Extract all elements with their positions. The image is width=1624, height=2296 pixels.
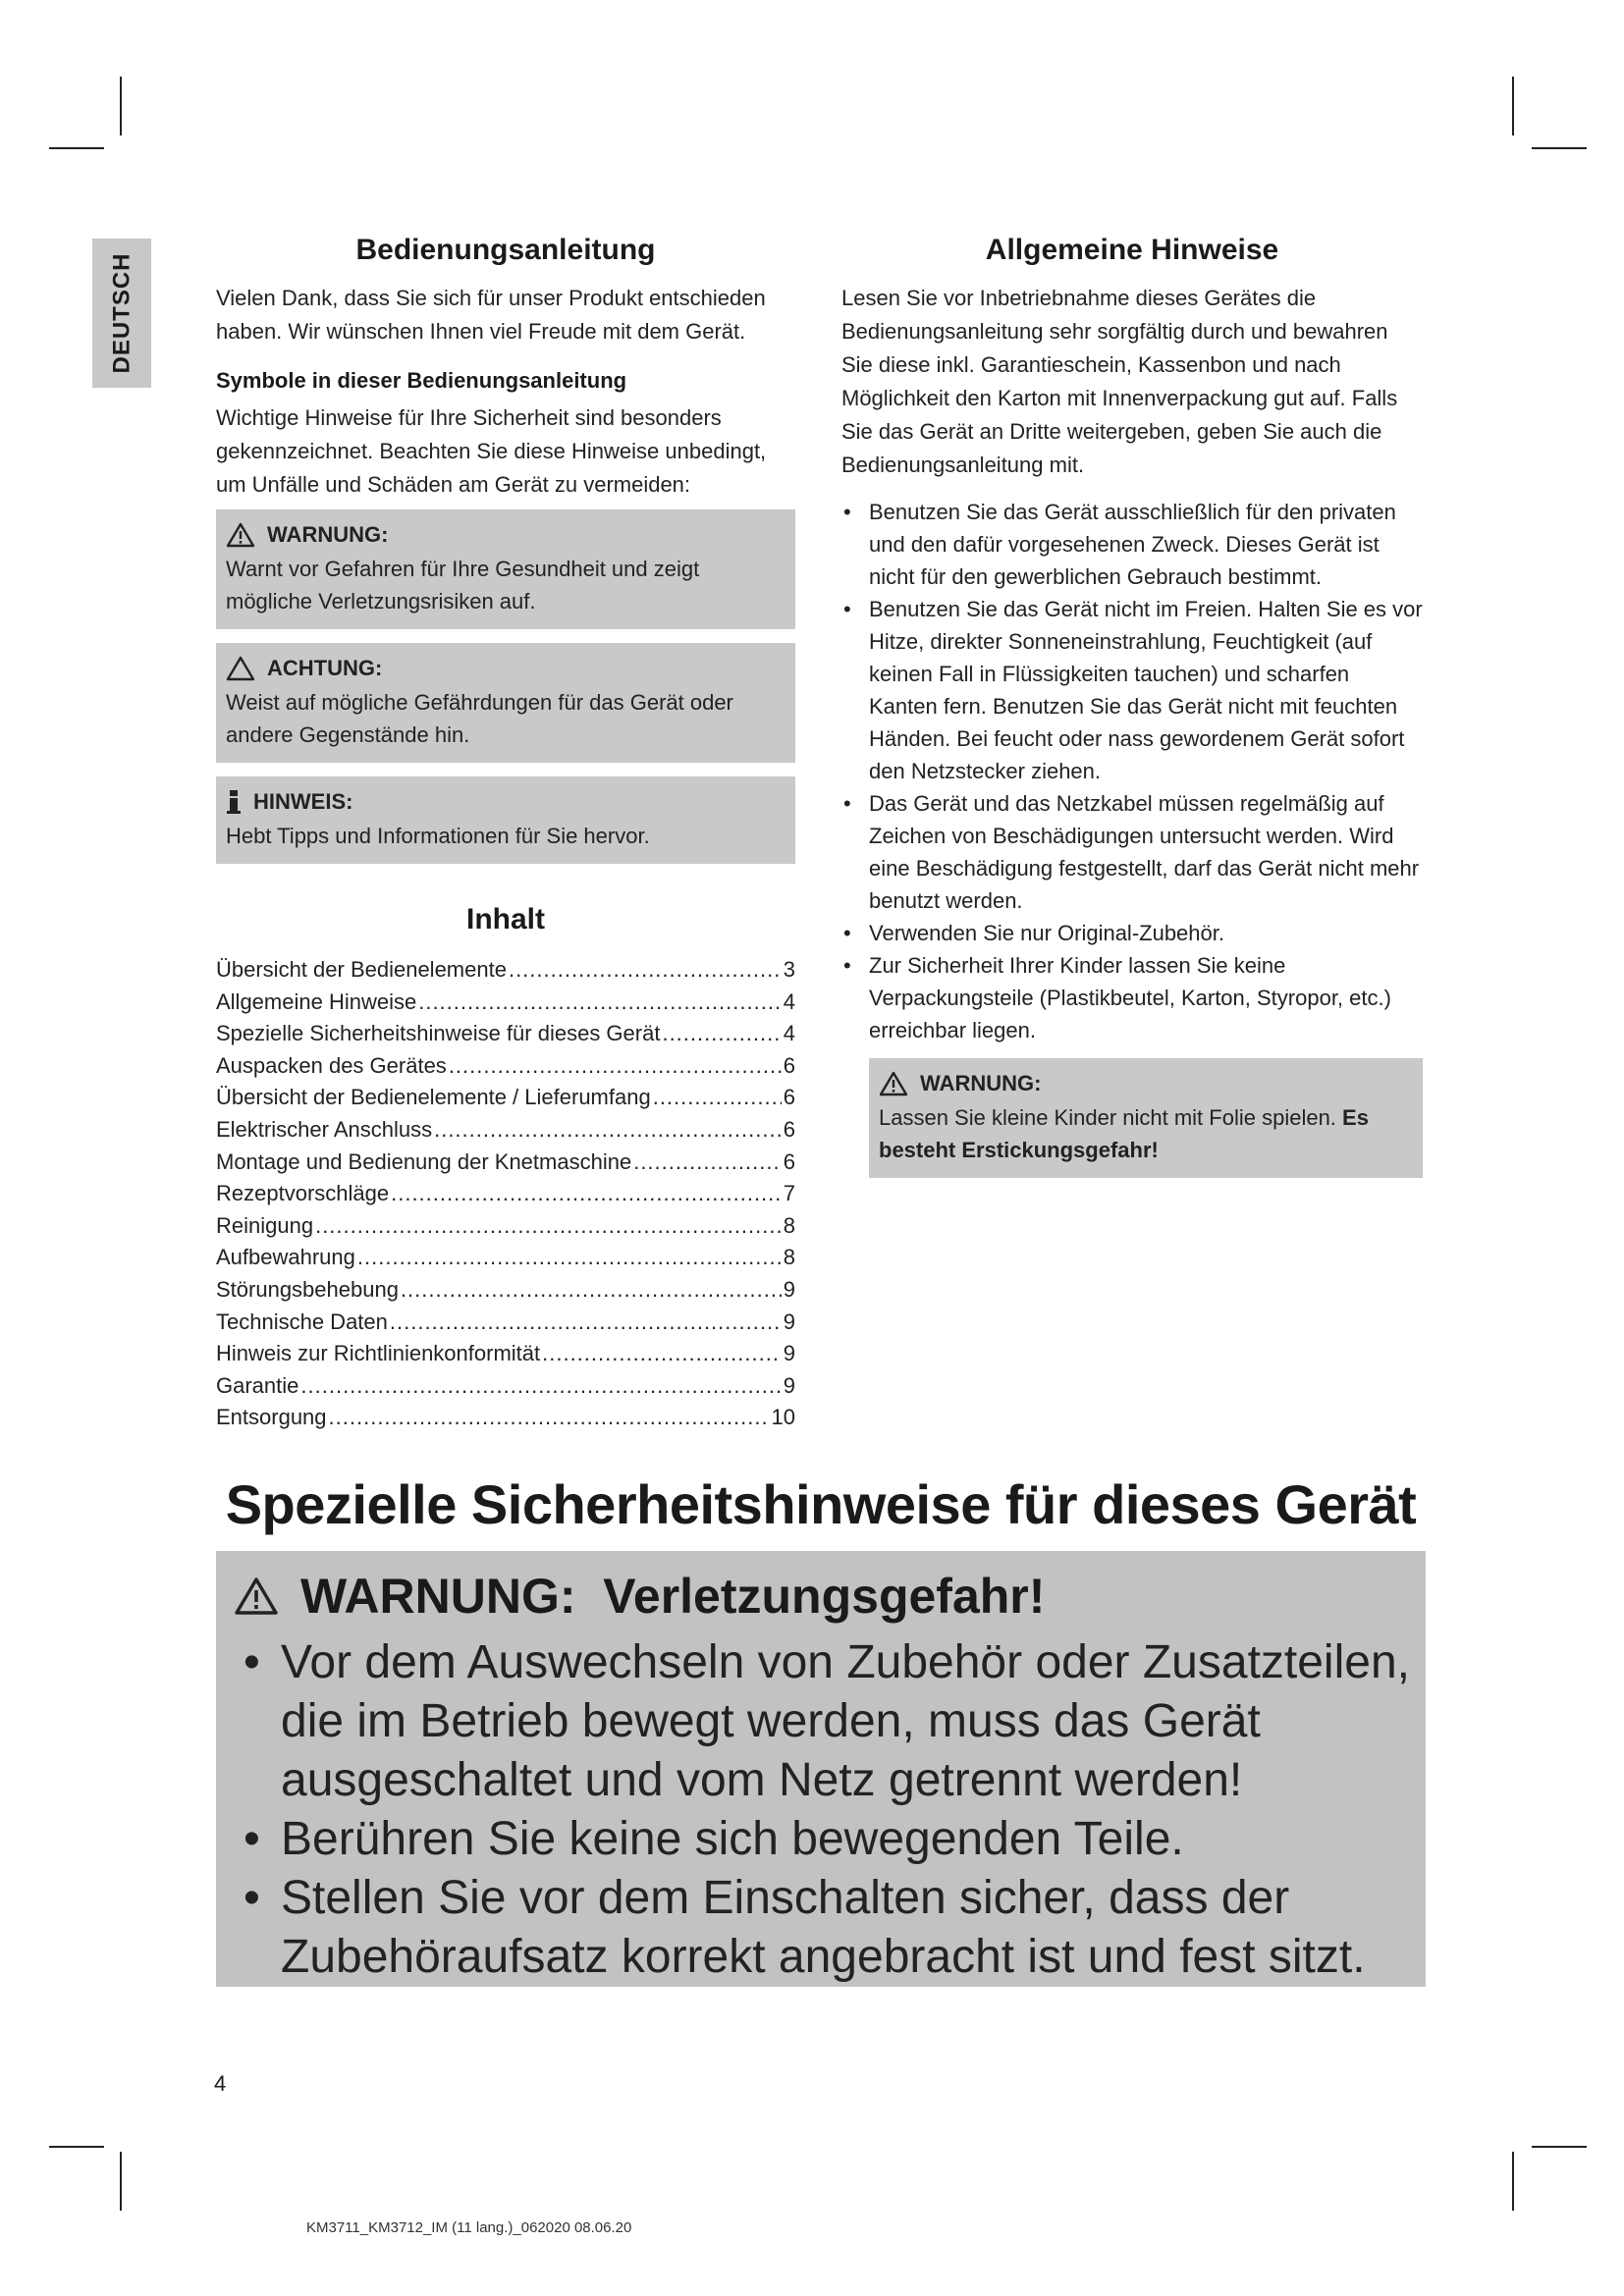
toc-entry[interactable]: Übersicht der Bedienelemente ..... 3 bbox=[216, 954, 795, 987]
language-tab bbox=[92, 239, 151, 388]
children-warning-emphasis: Es besteht Erstickungsgefahr! bbox=[879, 1105, 1369, 1162]
list-item: • Vor dem Auswechseln von Zubehör oder Zusatzteilen, die im Betrieb bewegt werden, muss das Gerät ausgeschaltet und vom Netz getrennt werden! bbox=[230, 1633, 1412, 1810]
caution-notice-title: ACHTUNG: bbox=[267, 656, 383, 680]
list-item: • Verwenden Sie nur Original-Zubehör. bbox=[841, 917, 1423, 949]
toc-entry[interactable]: Übersicht der Bedienelemente / Lieferumfang ..... 6 bbox=[216, 1082, 795, 1114]
left-column bbox=[216, 234, 795, 1434]
list-item: • Stellen Sie vor dem Einschalten sicher, dass der Zubehöraufsatz korrekt angebracht ist und fest sitzt. bbox=[230, 1869, 1412, 1987]
children-warning-title: WARNUNG: bbox=[920, 1071, 1042, 1095]
crop-mark bbox=[1512, 2152, 1514, 2211]
toc-entry[interactable]: Aufbewahrung ..... 8 bbox=[216, 1242, 795, 1274]
special-warning-title: WARNUNG: Verletzungsgefahr! bbox=[300, 1569, 1046, 1624]
table-of-contents bbox=[216, 954, 795, 1434]
caution-notice-text: Weist auf mögliche Gefährdungen für das Gerät oder andere Gegenstände hin. bbox=[226, 690, 733, 747]
warning-triangle-icon bbox=[226, 522, 255, 548]
toc-entry[interactable]: Garantie ..... 9 bbox=[216, 1370, 795, 1403]
general-notes-intro: Lesen Sie vor Inbetriebnahme dieses Gerätes die Bedienungsanleitung sehr sorgfältig durch und bewahren Sie diese inkl. Garantieschein, Kassenbon und nach Möglichkeit den Karton mit Innenverpackung gut auf. Falls Sie das Gerät an Dritte weitergeben, geben Sie auch die Bedienungsanleitung mit. bbox=[841, 286, 1398, 477]
special-safety-warning-box bbox=[216, 1551, 1426, 1987]
toc-entry[interactable]: Allgemeine Hinweise ..... 4 bbox=[216, 987, 795, 1019]
crop-mark bbox=[49, 2146, 104, 2148]
toc-entry[interactable]: Auspacken des Gerätes ..... 6 bbox=[216, 1050, 795, 1083]
list-item: • Benutzen Sie das Gerät ausschließlich für den privaten und den dafür vorgesehenen Zweck. Dieses Gerät ist nicht für den gewerblichen Gebrauch bestimmt. bbox=[841, 496, 1423, 593]
warning-triangle-icon bbox=[234, 1576, 279, 1616]
toc-entry[interactable]: Technische Daten ..... 9 bbox=[216, 1307, 795, 1339]
toc-entry[interactable]: Spezielle Sicherheitshinweise für dieses Gerät ..... 4 bbox=[216, 1018, 795, 1050]
footer-document-code: KM3711_KM3712_IM (11 lang.)_062020 08.06.20 bbox=[306, 2219, 632, 2236]
crop-mark bbox=[1512, 77, 1514, 135]
toc-entry[interactable]: Montage und Bedienung der Knetmaschine ..... 6 bbox=[216, 1147, 795, 1179]
toc-entry[interactable]: Störungsbehebung ..... 9 bbox=[216, 1274, 795, 1307]
general-notes-list bbox=[841, 496, 1423, 1046]
toc-entry[interactable]: Rezeptvorschläge ..... 7 bbox=[216, 1178, 795, 1210]
children-warning-text: Lassen Sie kleine Kinder nicht mit Folie spielen. bbox=[879, 1105, 1336, 1130]
intro-text: Vielen Dank, dass Sie sich für unser Produkt entschieden haben. Wir wünschen Ihnen viel Freude mit dem Gerät. bbox=[216, 286, 766, 344]
list-item: • Benutzen Sie das Gerät nicht im Freien. Halten Sie es vor Hitze, direkter Sonneneinstrahlung, Feuchtigkeit (auf keinen Fall in Flüssigkeiten tauchen) und scharfen Kanten fern. Benutzen Sie das Gerät nicht mit feuchten Händen. Bei feucht oder nass gewordenem Gerät sofort den Netzstecker ziehen. bbox=[841, 593, 1423, 787]
children-warning-notice bbox=[869, 1058, 1423, 1178]
crop-mark bbox=[1532, 2146, 1587, 2148]
right-column bbox=[841, 234, 1423, 1192]
toc-entry[interactable]: Reinigung ..... 8 bbox=[216, 1210, 795, 1243]
warning-notice-title: WARNUNG: bbox=[267, 522, 389, 547]
crop-mark bbox=[120, 77, 122, 135]
general-notes-title: Allgemeine Hinweise bbox=[985, 234, 1279, 266]
toc-entry[interactable]: Hinweis zur Richtlinienkonformität ..... 9 bbox=[216, 1338, 795, 1370]
info-notice bbox=[216, 776, 795, 864]
symbols-heading: Symbole in dieser Bedienungsanleitung bbox=[216, 368, 627, 393]
list-item: • Das Gerät und das Netzkabel müssen regelmäßig auf Zeichen von Beschädigungen untersucht werden. Wird eine Beschädigung festgestellt, darf das Gerät nicht mehr benutzt werden. bbox=[841, 787, 1423, 917]
warning-notice-text: Warnt vor Gefahren für Ihre Gesundheit und zeigt mögliche Verletzungsrisiken auf. bbox=[226, 557, 700, 614]
language-tab-label: DEUTSCH bbox=[108, 252, 135, 374]
manual-title: Bedienungsanleitung bbox=[355, 234, 656, 266]
symbols-text: Wichtige Hinweise für Ihre Sicherheit sind besonders gekennzeichnet. Beachten Sie diese Hinweise unbedingt, um Unfälle und Schäden am Gerät zu vermeiden: bbox=[216, 405, 767, 497]
crop-mark bbox=[120, 2152, 122, 2211]
toc-entry[interactable]: Entsorgung ..... 10 bbox=[216, 1402, 795, 1434]
warning-notice bbox=[216, 509, 795, 629]
list-item: • Berühren Sie keine sich bewegenden Teile. bbox=[230, 1810, 1412, 1869]
special-safety-title: Spezielle Sicherheitshinweise für dieses Gerät bbox=[225, 1473, 1417, 1535]
crop-mark bbox=[49, 147, 104, 149]
warning-triangle-icon bbox=[879, 1071, 908, 1096]
info-notice-text: Hebt Tipps und Informationen für Sie hervor. bbox=[226, 824, 650, 848]
list-item: • Zur Sicherheit Ihrer Kinder lassen Sie keine Verpackungsteile (Plastikbeutel, Karton, Styropor, etc.) erreichbar liegen. bbox=[841, 949, 1423, 1046]
page-number: 4 bbox=[214, 2071, 227, 2096]
caution-triangle-icon bbox=[226, 656, 255, 681]
crop-mark bbox=[1532, 147, 1587, 149]
toc-entry[interactable]: Elektrischer Anschluss ..... 6 bbox=[216, 1114, 795, 1147]
special-warning-list bbox=[230, 1633, 1412, 1987]
caution-notice bbox=[216, 643, 795, 763]
info-notice-title: HINWEIS: bbox=[253, 789, 353, 814]
toc-title: Inhalt bbox=[466, 903, 545, 935]
info-icon bbox=[226, 789, 242, 815]
